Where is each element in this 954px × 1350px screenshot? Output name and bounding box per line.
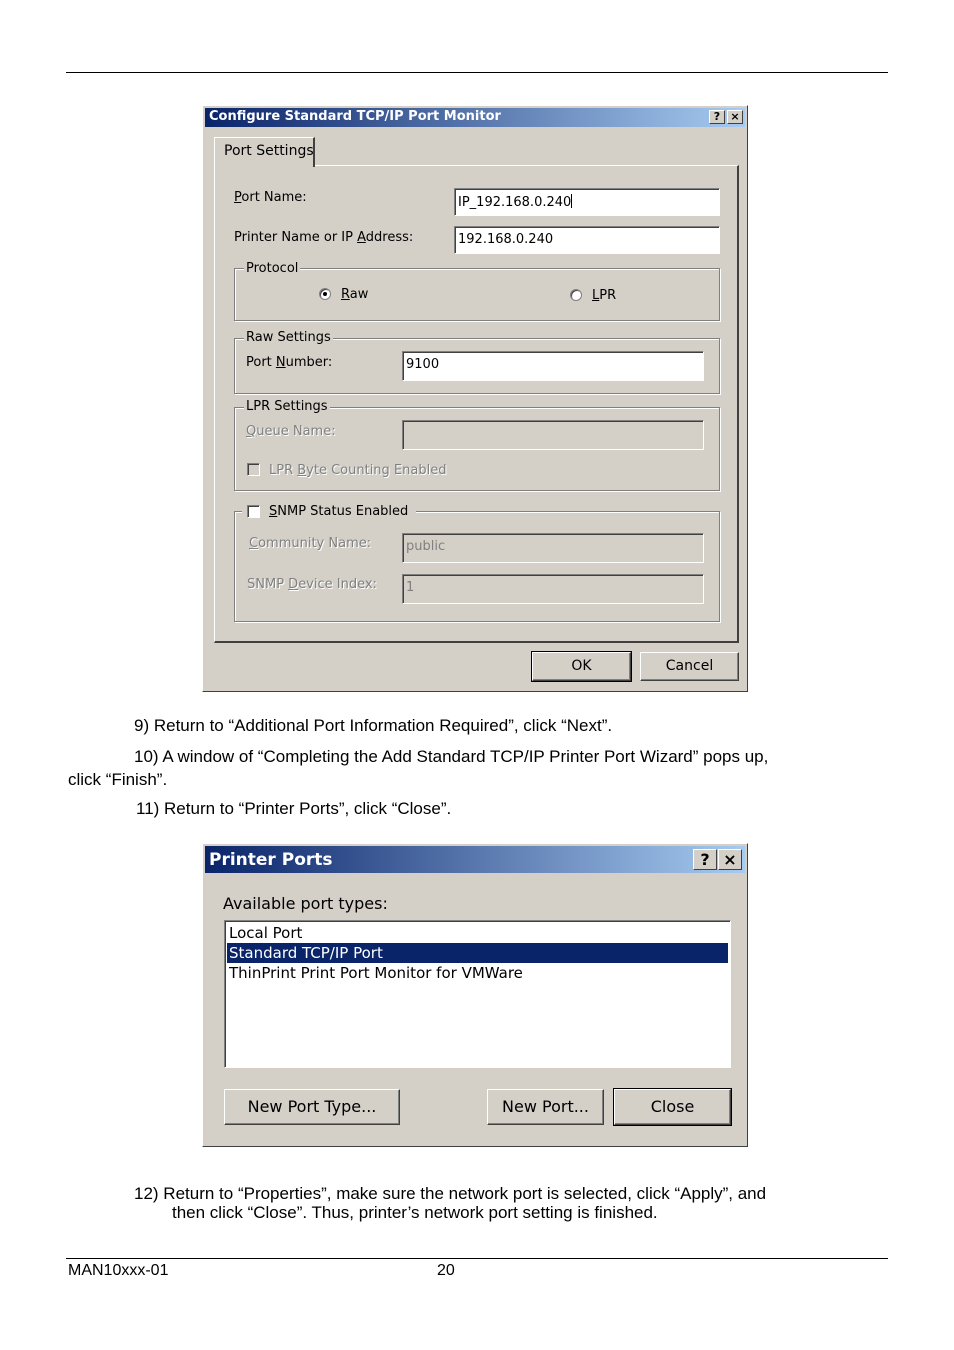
page-number: 20 <box>437 1262 455 1279</box>
snmp-device-index-label: SNMP Device Index: <box>247 577 377 592</box>
lpr-label: LPR <box>592 288 617 303</box>
protocol-group-label: Protocol <box>246 261 299 276</box>
snmp-device-index-input: 1 <box>402 574 704 604</box>
printer-name-label: Printer Name or IP Address: <box>234 230 414 245</box>
community-name-label: Community Name: <box>249 536 372 551</box>
list-item-local-port[interactable]: Local Port <box>229 924 303 942</box>
document-id: MAN10xxx-01 <box>68 1262 169 1279</box>
port-number-label: Port Number: <box>246 355 333 370</box>
list-item-standard-tcpip-port[interactable]: Standard TCP/IP Port <box>227 943 728 963</box>
dialog-title: Configure Standard TCP/IP Port Monitor <box>209 109 501 124</box>
step-12-line2: then click “Close”. Thus, printer’s network port setting is finished. <box>172 1203 658 1222</box>
footer-rule <box>66 1258 888 1259</box>
tab-port-settings[interactable] <box>214 137 315 167</box>
dialog-titlebar <box>205 108 745 127</box>
close-button[interactable]: × <box>727 110 743 124</box>
step-10-line1: 10) A window of “Completing the Add Standard TCP/IP Printer Port Wizard” pops up, <box>134 747 769 766</box>
port-types-list[interactable] <box>224 920 731 1068</box>
header-rule <box>66 72 888 73</box>
new-port-type-button[interactable]: New Port Type... <box>224 1089 400 1125</box>
raw-settings-label: Raw Settings <box>246 330 331 345</box>
port-name-input[interactable]: IP_192.168.0.240 <box>454 188 720 216</box>
help-button[interactable]: ? <box>709 110 725 124</box>
help-button[interactable]: ? <box>693 849 717 870</box>
port-number-input[interactable]: 9100 <box>402 351 704 381</box>
tcpip-port-monitor-dialog <box>202 105 748 692</box>
snmp-status-label: SNMP Status Enabled <box>269 504 409 519</box>
step-9: 9) Return to “Additional Port Information Required”, click “Next”. <box>134 716 613 735</box>
available-port-types-label: Available port types: <box>223 894 388 913</box>
snmp-status-checkbox[interactable] <box>247 505 260 518</box>
step-12-line1: 12) Return to “Properties”, make sure the network port is selected, click “Apply”, and <box>134 1184 767 1203</box>
tab-label: Port Settings <box>224 143 314 159</box>
queue-name-input <box>402 420 704 450</box>
close-button[interactable]: × <box>718 849 742 870</box>
text-caret <box>571 194 572 208</box>
protocol-group <box>234 268 720 321</box>
lpr-radio[interactable] <box>570 289 582 301</box>
lpr-byte-counting-checkbox <box>247 463 260 476</box>
step-10-line2: click “Finish”. <box>68 770 168 789</box>
queue-name-label: Queue Name: <box>246 424 336 439</box>
dialog-title: Printer Ports <box>209 850 333 870</box>
port-name-label: Port Name: <box>234 190 307 205</box>
printer-ports-dialog <box>202 843 748 1147</box>
snmp-group <box>234 511 720 622</box>
lpr-settings-label: LPR Settings <box>246 399 328 414</box>
raw-label: Raw <box>341 287 369 302</box>
lpr-byte-counting-label: LPR Byte Counting Enabled <box>269 463 447 478</box>
cancel-button[interactable]: Cancel <box>640 652 739 681</box>
ok-button[interactable]: OK <box>532 652 631 681</box>
new-port-button[interactable]: New Port... <box>487 1089 604 1125</box>
close-dialog-button[interactable]: Close <box>614 1089 731 1125</box>
raw-radio[interactable] <box>319 288 331 300</box>
printer-address-input[interactable]: 192.168.0.240 <box>454 226 720 254</box>
dialog-titlebar <box>205 846 745 873</box>
community-name-input: public <box>402 533 704 563</box>
list-item-thinprint-monitor[interactable]: ThinPrint Print Port Monitor for VMWare <box>229 964 523 982</box>
step-11: 11) Return to “Printer Ports”, click “Close”. <box>136 799 452 818</box>
